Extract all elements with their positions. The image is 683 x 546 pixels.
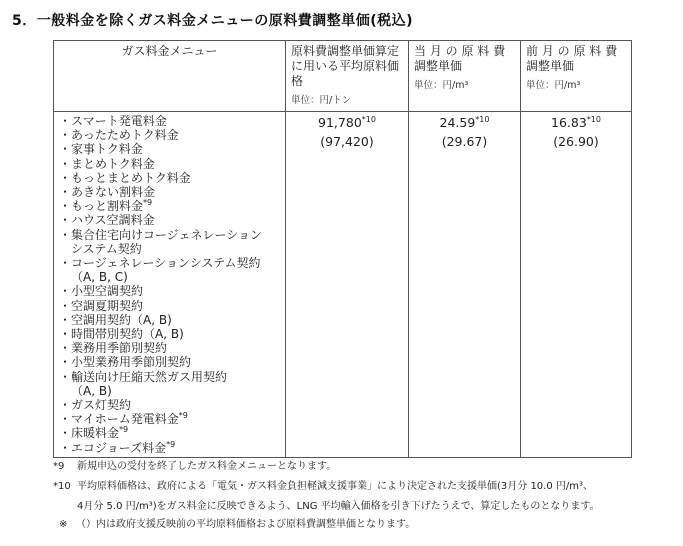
- menu-item-label: ・もっとまとめトク料金: [59, 170, 191, 185]
- menu-item: [59, 341, 280, 355]
- menu-item-label: ・スマート発電料金: [59, 114, 167, 128]
- menu-item-label: ・コージェネレーションシステム契約: [59, 256, 261, 271]
- menu-item: [59, 299, 280, 313]
- avg-price-value: 91,780: [318, 115, 362, 130]
- menu-item-label: ・業務用季節別契約: [59, 341, 168, 356]
- menu-item-continuation: システム契約: [71, 241, 142, 256]
- avg-price-before-support: (97,420): [320, 134, 374, 149]
- avg-price-column-label: 原料費調整単価算定に用いる平均原料価格: [291, 44, 400, 88]
- menu-item-footnote: *9: [178, 411, 188, 421]
- menu-item-label: ・集合住宅向けコージェネレーション: [59, 227, 263, 242]
- menu-item: [59, 370, 280, 398]
- menu-item-label: ・エコジョーズ料金: [59, 440, 167, 455]
- menu-list: [59, 114, 280, 455]
- menu-item-label: ・あったためトク料金: [59, 128, 179, 143]
- data-row: [54, 112, 632, 458]
- menu-item: [59, 327, 280, 341]
- avg-price-column-header: [286, 41, 409, 112]
- menu-item: [59, 199, 280, 213]
- menu-item: [59, 114, 280, 128]
- menu-item-label: ・輸送向け圧縮天然ガス用契約: [59, 369, 228, 384]
- current-month-footnote: *10: [475, 115, 490, 124]
- menu-item: [59, 213, 280, 227]
- menu-item: [59, 284, 280, 298]
- footnote-10-line-1: 平均原料価格は、政府による「電気・ガス料金負担軽減支援事業」により決定された支援単価(3月分 10.0 円/m³、: [77, 481, 594, 492]
- menu-item: [59, 128, 280, 142]
- current-month-before-support: (29.67): [441, 134, 488, 149]
- previous-month-unit: 単位：円/m³: [526, 80, 581, 91]
- previous-month-column-label: 前 月 の 原 料 費 調整単価: [526, 44, 618, 73]
- menu-list-cell: [54, 112, 286, 458]
- footnote-note-text: （）内は政府支援反映前の平均原料価格および原料費調整単価となります。: [76, 519, 416, 530]
- menu-item-footnote: *9: [119, 425, 129, 435]
- menu-item-label: ・空調用契約（A, B): [59, 312, 172, 327]
- menu-item-label: ・時間帯別契約（A, B): [59, 327, 184, 342]
- previous-month-value: 16.83: [551, 115, 587, 130]
- menu-item: [59, 426, 280, 440]
- footnote-10-mark: *10: [53, 481, 71, 492]
- footnotes: [53, 459, 653, 533]
- footnote-10: [53, 479, 653, 495]
- avg-price-unit: 単位：円/トン: [291, 95, 352, 106]
- previous-month-before-support: (26.90): [553, 134, 599, 149]
- menu-item: [59, 185, 280, 199]
- footnote-9-mark: *9: [53, 461, 65, 472]
- menu-item-continuation: （A, B): [71, 383, 112, 398]
- current-month-cell: [409, 112, 521, 458]
- adjustment-price-table: [53, 40, 632, 458]
- avg-price-footnote: *10: [361, 115, 376, 124]
- section-title: 5．一般料金を除くガス料金メニューの原料費調整単価(税込): [12, 13, 414, 29]
- menu-item-label: ・ガス灯契約: [59, 398, 132, 413]
- current-month-unit: 単位：円/m³: [414, 80, 469, 91]
- menu-item: [59, 313, 280, 327]
- menu-item-label: ・小型業務用季節別契約: [59, 355, 192, 370]
- menu-item-footnote: *9: [166, 439, 176, 449]
- menu-item: [59, 355, 280, 369]
- menu-item-label: ・あきない割料金: [59, 185, 156, 200]
- footnote-note-mark: ※: [59, 519, 68, 530]
- menu-item: [59, 171, 280, 185]
- menu-item-label: ・空調夏期契約: [59, 298, 144, 313]
- header-row: [54, 41, 632, 112]
- menu-item: [59, 157, 280, 171]
- previous-month-cell: [521, 112, 632, 458]
- menu-item: [59, 228, 280, 256]
- menu-item-label: ・まとめトク料金: [59, 156, 155, 171]
- menu-item-footnote: *9: [143, 198, 153, 208]
- current-month-column-header: [409, 41, 521, 112]
- footnote-9: [53, 459, 653, 475]
- current-month-column-label: 当 月 の 原 料 費 調整単価: [414, 44, 506, 73]
- menu-item: [59, 412, 280, 426]
- current-month-value: 24.59: [439, 115, 476, 130]
- menu-item: [59, 398, 280, 412]
- menu-item: [59, 441, 280, 455]
- menu-item-label: ・もっと割料金: [59, 199, 144, 214]
- menu-item-label: ・ハウス空調料金: [59, 213, 155, 228]
- menu-column-header: ガス料金メニュー: [54, 41, 286, 112]
- footnote-note: [53, 517, 653, 533]
- footnote-10-continued: [53, 499, 653, 515]
- menu-item-label: ・マイホーム発電料金: [59, 412, 179, 427]
- previous-month-footnote: *10: [586, 115, 601, 124]
- menu-item: [59, 256, 280, 284]
- previous-month-column-header: [521, 41, 632, 112]
- menu-item-label: ・家事トク料金: [59, 142, 143, 157]
- footnote-9-text: 新規申込の受付を終了したガス料金メニューとなります。: [77, 461, 337, 472]
- menu-item-label: ・小型空調契約: [59, 284, 144, 299]
- footnote-10-line-2: 4月分 5.0 円/m³)をガス料金に反映できるよう、LNG 平均輸入価格を引き下げたうえで、算定したものとなります。: [77, 501, 600, 512]
- menu-item-label: ・床暖料金: [59, 426, 120, 441]
- menu-item: [59, 142, 280, 156]
- avg-price-cell: [286, 112, 409, 458]
- menu-item-continuation: （A, B, C): [71, 270, 128, 285]
